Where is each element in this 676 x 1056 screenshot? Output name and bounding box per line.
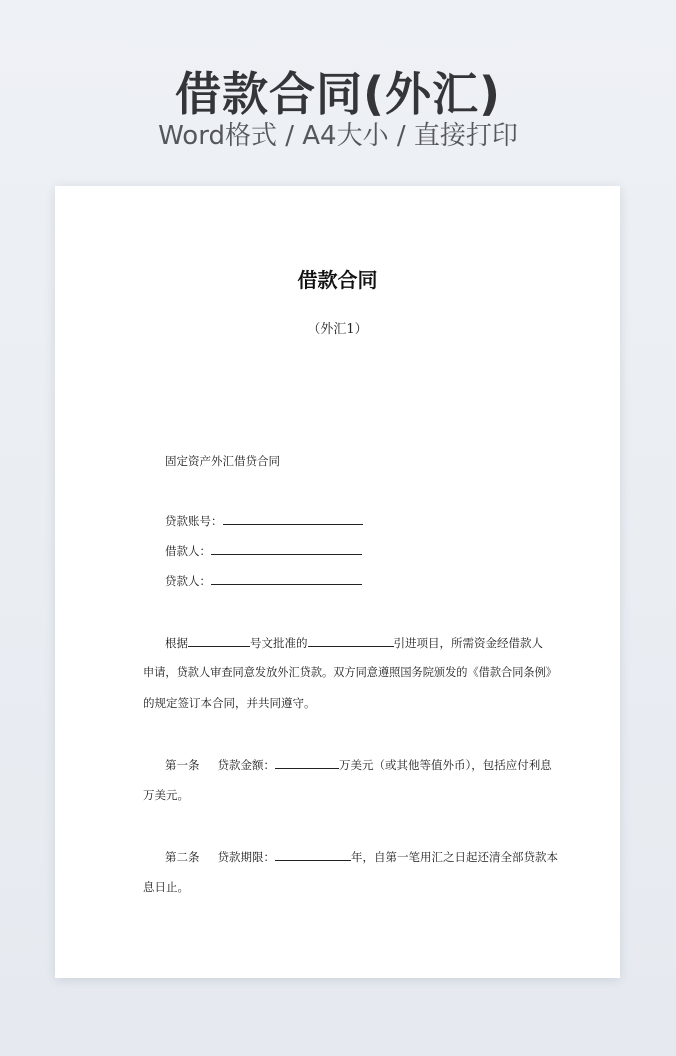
- article-1-line-2: 万美元。: [143, 788, 189, 802]
- field-loan-account: [165, 512, 363, 530]
- document-title: 借款合同: [297, 268, 378, 292]
- article-2: [165, 848, 558, 866]
- intro-text: 号文批准的: [250, 636, 308, 650]
- blank-line: [275, 848, 351, 861]
- field-label: 贷款人：: [165, 574, 211, 588]
- article-2-line-2: 息日止。: [143, 880, 189, 894]
- page-title: 借款合同(外汇): [174, 67, 502, 121]
- field-label: 贷款账号：: [165, 514, 223, 528]
- blank-line: [211, 542, 362, 555]
- article-label: 贷款期限：: [217, 850, 275, 864]
- article-heading: 第一条: [165, 758, 200, 772]
- document-page: [55, 186, 620, 978]
- field-lender: [165, 572, 362, 590]
- intro-text: 引进项目，所需资金经借款人: [393, 636, 543, 650]
- page-subtitle: Word格式 / A4大小 / 直接打印: [158, 121, 518, 151]
- intro-line-1: [165, 634, 543, 652]
- blank-line: [188, 634, 250, 647]
- intro-line-3: 的规定签订本合同，并共同遵守。: [143, 696, 316, 710]
- article-1: [165, 756, 552, 774]
- intro-text: 根据: [165, 636, 188, 650]
- blank-line: [211, 572, 362, 585]
- blank-line: [275, 756, 339, 769]
- contract-name: 固定资产外汇借贷合同: [165, 454, 280, 468]
- article-heading: 第二条: [165, 850, 200, 864]
- article-text: 年，自第一笔用汇之日起还清全部贷款本: [351, 850, 558, 864]
- blank-line: [223, 512, 363, 525]
- article-label: 贷款金额：: [217, 758, 275, 772]
- document-subtitle: （外汇1）: [307, 322, 368, 337]
- field-borrower: [165, 542, 362, 560]
- article-text: 万美元（或其他等值外币），包括应付利息: [339, 758, 552, 772]
- blank-line: [308, 634, 394, 647]
- field-label: 借款人：: [165, 544, 211, 558]
- intro-line-2: 申请，贷款人审查同意发放外汇贷款。双方同意遵照国务院颁发的《借款合同条例》: [143, 666, 557, 679]
